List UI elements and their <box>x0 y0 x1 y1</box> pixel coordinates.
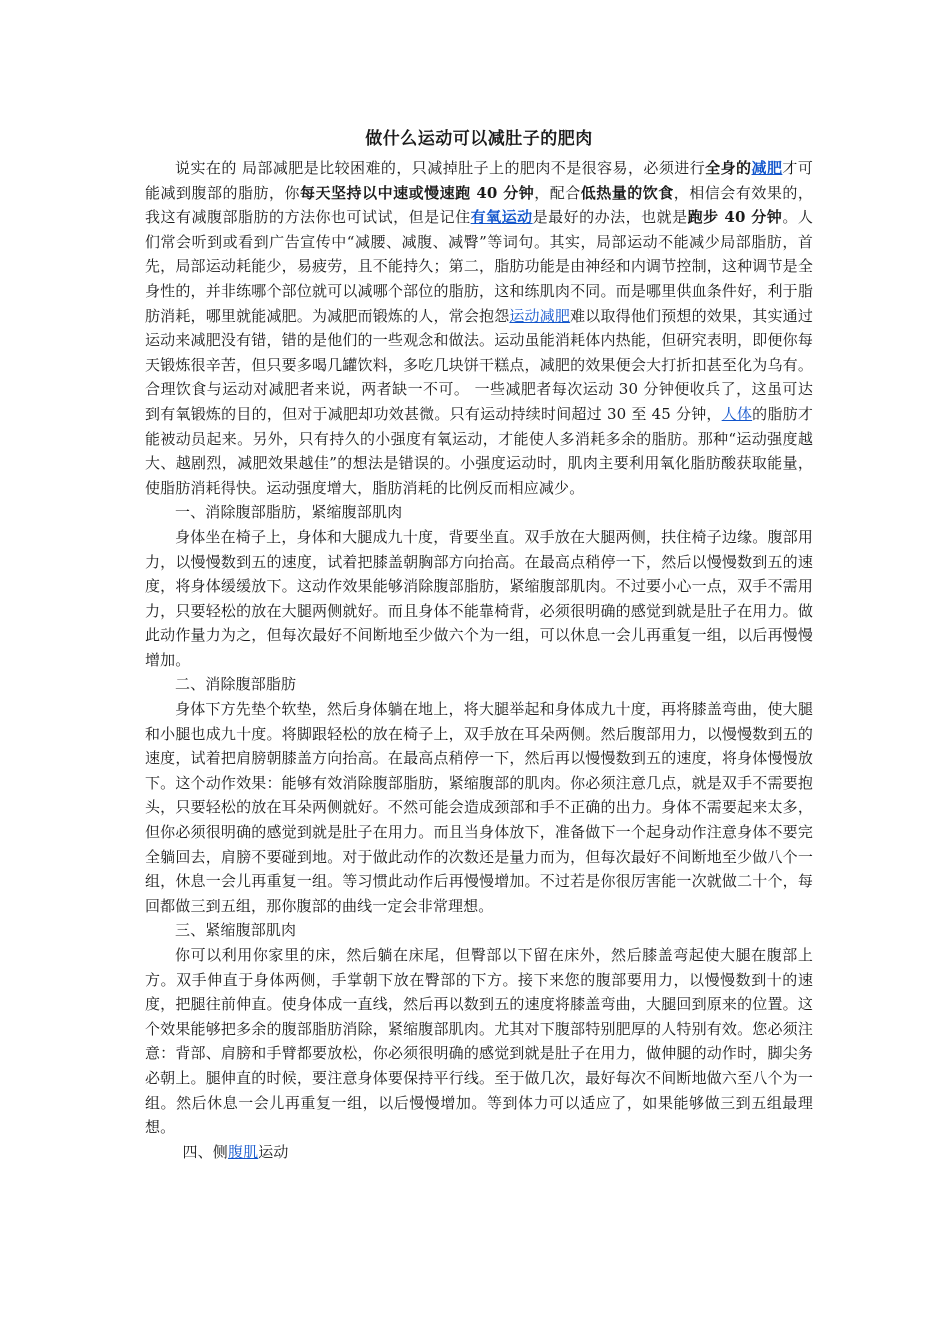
section-heading-3: 三、紧缩腹部肌肉 <box>175 921 297 940</box>
text-run: 运动 <box>258 1142 289 1161</box>
text-run: 是最好的办法，也就是 <box>532 208 688 227</box>
intro-paragraph <box>145 156 813 500</box>
link-renti[interactable]: 人体 <box>721 404 753 423</box>
document-body <box>145 128 813 1164</box>
bold-text: 每天坚持以中速或慢速跑 40 分钟 <box>300 183 535 202</box>
document-title: 做什么运动可以减肚子的肥肉 <box>365 129 593 149</box>
link-youyang-yundong[interactable]: 有氧运动 <box>470 208 533 227</box>
section-paragraph-1: 身体坐在椅子上，身体和大腿成九十度，背要坐直。双手放在大腿两侧，扶住椅子边缘。腹部用力，以慢慢数到五的速度，试着把膝盖朝胸部方向抬高。在最高点稍停一下，然后以慢慢数到五的速度，将身体缓缓放下。这动作效果能够消除腹部脂肪，紧缩腹部肌肉。不过要小心一点，双手不需用力，只要轻松的放在大腿两侧就好。而且身体不能靠椅背，必须很明确的感觉到就是肚子在用力。做此动作量力为之，但每次最好不间断地至少做六个为一组，可以休息一会儿再重复一组，以后再慢慢增加。 <box>145 527 813 669</box>
section-heading-4 <box>145 1140 813 1165</box>
link-jianfei[interactable]: 减肥 <box>751 159 783 177</box>
text-run: 才可能减到腹部的脂肪，你 <box>145 159 813 202</box>
link-yundong-jianfei[interactable]: 运动减肥 <box>509 306 571 325</box>
bold-text: 全身的 <box>705 159 752 177</box>
section-paragraph-2: 身体下方先垫个软垫，然后身体躺在地上，将大腿举起和身体成九十度，再将膝盖弯曲，使大腿和小腿也成九十度。将脚跟轻松的放在椅子上，双手放在耳朵两侧。然后腹部用力，以慢慢数到五的速度，试着把肩膀朝膝盖方向抬高。在最高点稍停一下，然后再以慢慢数到五的速度，将身体慢慢放下。这个动作效果：能够有效消除腹部脂肪，紧缩腹部的肌肉。你必须注意几点，就是双手不需要抱头，只要轻松的放在耳朵两侧就好。不然可能会造成颈部和手不正确的出力。身体不需要起来太多，但你必须很明确的感觉到就是肚子在用力。而且当身体放下，准备做下一个起身动作注意身体不要完全躺回去，肩膀不要碰到地。对于做此动作的次数还是量力而为，但每次最好不间断地至少做八个一组，休息一会儿再重复一组。等习惯此动作后再慢慢增加。不过若是你很厉害能一次就做二十个，每回都做三到五组，那你腹部的曲线一定会非常理想。 <box>145 700 813 915</box>
section-heading-2: 二、消除腹部脂肪 <box>175 675 297 694</box>
text-run: 。人们常会听到或看到广告宣传中“减腰、减腹、减臀”等词句。其实，局部运动不能减少局部脂肪，首先，局部运动耗能少，易疲劳，且不能持久；第二，脂肪功能是由神经和内调节控制，这种调节是全身性的，并非练哪个部位就可以减哪个部位的脂肪，这和练肌肉不同。而是哪里供血条件好，利于脂肪消耗，哪里就能减肥。为减肥而锻炼的人，常会抱怨 <box>145 208 813 325</box>
text-run: ，相信会有效果的，我这有减腹部脂肪的方法你也可试试，但是记住 <box>145 183 813 227</box>
text-run: 的脂肪才能被动员起来。另外，只有持久的小强度有氧运动，才能使人多消耗多余的脂肪。那种“运动强度越大、越剧烈，减肥效果越佳”的想法是错误的。小强度运动时，肌肉主要利用氧化脂肪酸获取能量，使脂肪消耗得快。运动强度增大，脂肪消耗的比例反而相应减少。 <box>145 404 813 497</box>
text-run: 难以取得他们预想的效果，其实通过运动来减肥没有错，错的是他们的一些观念和做法。运动虽能消耗体内热能，但研究表明，即便你每天锻炼很辛苦，但只要多喝几罐饮料，多吃几块饼干糕点，减肥的效果便会大打折扣甚至化为乌有。合理饮食与运动对减肥者来说，两者缺一不可。 一些减肥者每次运动 30 分钟便收兵了，这虽可达到有氧锻炼的目的，但对于减肥却功效甚微。只有运动持续时间超过 30 至 45 分钟， <box>145 306 813 423</box>
link-fuji[interactable]: 腹肌 <box>227 1142 259 1161</box>
section-heading-1: 一、消除腹部脂肪，紧缩腹部肌肉 <box>175 503 403 522</box>
text-run: 说实在的 局部减肥是比较困难的，只减掉肚子上的肥肉不是很容易，必须进行 <box>175 159 706 177</box>
text-run: 四、侧 <box>182 1142 228 1161</box>
section-paragraph-3: 你可以利用你家里的床，然后躺在床尾，但臀部以下留在床外，然后膝盖弯起使大腿在腹部上方。双手伸直于身体两侧，手掌朝下放在臀部的下方。接下来您的腹部要用力，以慢慢数到十的速度，把腿往前伸直。使身体成一直线，然后再以数到五的速度将膝盖弯曲，大腿回到原来的位置。这个效果能够把多余的腹部脂肪消除，紧缩腹部肌肉。尤其对下腹部特别肥厚的人特别有效。您必须注意：背部、肩膀和手臂都要放松，你必须很明确的感觉到就是肚子在用力，做伸腿的动作时，脚尖务必朝上。腿伸直的时候，要注意身体要保持平行线。至于做几次，最好每次不间断地做六至八个为一组。然后休息一会儿再重复一组，以后慢慢增加。等到体力可以适应了，如果能够做三到五组最理想。 <box>145 946 813 1137</box>
bold-text: 跑步 40 分钟 <box>687 208 783 227</box>
bold-text: 低热量的饮食 <box>580 183 674 202</box>
text-run: ，配合 <box>534 183 581 202</box>
